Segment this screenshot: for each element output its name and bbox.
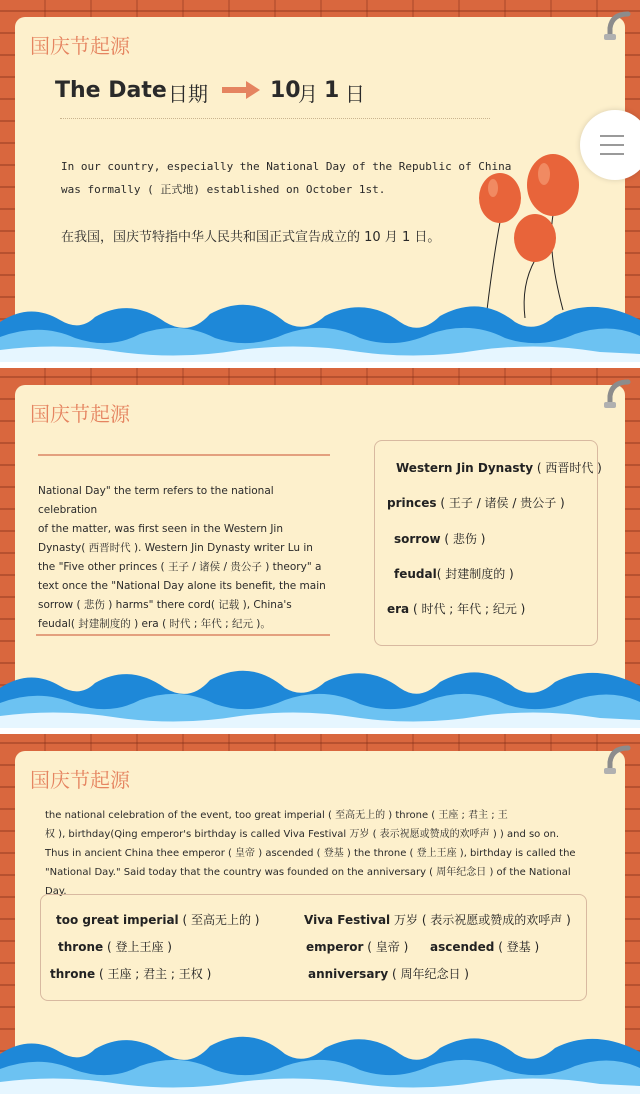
slide-title: 国庆节起源 xyxy=(30,402,130,426)
paragraph-line: feudal( 封建制度的 ) era ( 时代 ; 年代 ; 纪元 )。 xyxy=(38,618,271,630)
slide-2 xyxy=(0,368,640,728)
slide-title: 国庆节起源 xyxy=(30,34,130,58)
vocab-item: too great imperial ( 至高无上的 ) xyxy=(56,913,260,927)
faucet-icon xyxy=(598,10,632,44)
vocab-item: Viva Festival 万岁 ( 表示祝愿或赞成的欢呼声 ) xyxy=(304,913,571,927)
paragraph-line: sorrow ( 悲伤 ) harms" there cord( 记载 ), China's xyxy=(38,599,292,611)
intro-text-cn: 在我国，国庆节特指中华人民共和国正式宣告成立的 10 月 1 日。 xyxy=(61,230,441,245)
slide-title: 国庆节起源 xyxy=(30,768,130,792)
vocab-item: emperor ( 皇帝 ) xyxy=(306,940,409,954)
vocab-item: throne ( 王座 ; 君主 ; 王权 ) xyxy=(50,967,212,981)
waves-decoration xyxy=(0,292,640,362)
vocab-item: sorrow ( 悲伤 ) xyxy=(394,532,486,546)
vocab-item: throne ( 登上王座 ) xyxy=(58,940,172,954)
date-month-number: 10 xyxy=(270,78,301,103)
waves-decoration xyxy=(0,1024,640,1094)
date-day-number: 1 xyxy=(324,78,340,103)
slide-3 xyxy=(0,734,640,1094)
divider xyxy=(60,118,490,119)
vocab-item: Western Jin Dynasty ( 西晋时代 ) xyxy=(396,461,602,475)
faucet-icon xyxy=(598,378,632,412)
date-month-unit: 月 xyxy=(298,82,318,106)
faucet-icon xyxy=(598,744,632,778)
arrow-right-icon xyxy=(222,80,260,100)
vocab-item: ascended ( 登基 ) xyxy=(430,940,540,954)
date-label-en: The Date xyxy=(55,78,167,103)
divider-bottom xyxy=(36,634,330,636)
paragraph-line: 权 ), birthday(Qing emperor's birthday is called Viva Festival 万岁 ( 表示祝愿或赞成的欢呼声 ) ) and so on. xyxy=(45,829,560,840)
paragraph-line: Dynasty( 西晋时代 ). Western Jin Dynasty writer Lu in xyxy=(38,542,313,554)
paragraph-line: text once the "National Day alone its benefit, the main xyxy=(38,580,326,592)
vocab-item: princes ( 王子 / 诸侯 / 贵公子 ) xyxy=(387,496,565,510)
paragraph-line: the national celebration of the event, too great imperial ( 至高无上的 ) throne ( 王座 ; 君主 ; 王 xyxy=(45,810,508,821)
divider-top xyxy=(38,454,330,456)
waves-decoration xyxy=(0,658,640,728)
intro-text-en-line-1: In our country, especially the National Day of the Republic of China xyxy=(61,160,512,173)
paragraph-line: National Day" the term refers to the national celebration xyxy=(38,485,274,516)
origin-paragraph xyxy=(38,482,330,634)
intro-text-en-line-2: was formally ( 正式地) established on October 1st. xyxy=(61,183,386,196)
paragraph-line: Day. xyxy=(45,886,67,897)
date-day-unit: 日 xyxy=(345,82,365,106)
paragraph-line: of the matter, was first seen in the Western Jin xyxy=(38,523,283,535)
paragraph-line: Thus in ancient China thee emperor ( 皇帝 ) ascended ( 登基 ) the throne ( 登上王座 ), birthday is called the xyxy=(45,848,576,859)
paragraph-line: the "Five other princes ( 王子 / 诸侯 / 贵公子 ) theory" a xyxy=(38,561,322,573)
paragraph-line: "National Day." Said today that the country was founded on the anniversary ( 周年纪念日 ) of the National xyxy=(45,867,571,878)
date-label-cn: 日期 xyxy=(168,82,208,106)
origin-paragraph xyxy=(45,806,595,901)
vocab-item: feudal( 封建制度的 ) xyxy=(394,567,514,581)
slide-1 xyxy=(0,0,640,362)
vocab-item: anniversary ( 周年纪念日 ) xyxy=(308,967,469,981)
vocab-item: era ( 时代 ; 年代 ; 纪元 ) xyxy=(387,602,526,616)
